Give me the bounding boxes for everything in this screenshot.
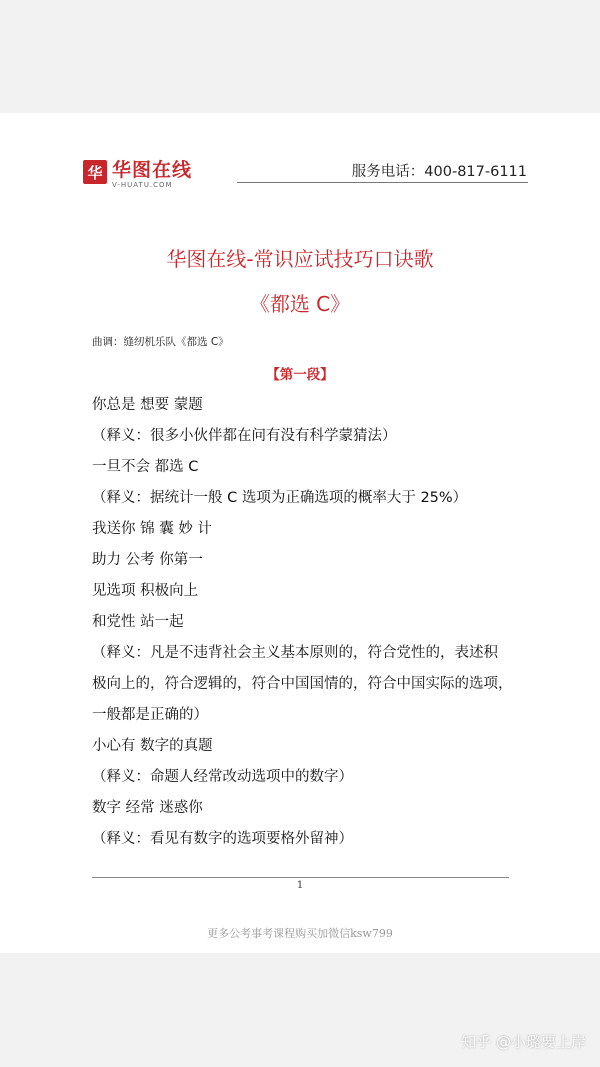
huatu-logo: [83, 160, 192, 190]
tune-note: 曲调：缝纫机乐队《都选 C》: [92, 336, 229, 348]
explanation-line: （释义：命题人经常改动选项中的数字）: [92, 769, 353, 785]
logo-domain: V-HUATU.COM: [112, 181, 173, 189]
lyric-line: 你总是 想要 蒙题: [92, 397, 203, 413]
logo-text: [112, 160, 192, 190]
lyric-line: 和党性 站一起: [92, 614, 184, 630]
document-page: [0, 113, 600, 953]
logo-brand: 华图在线: [112, 159, 193, 181]
lyrics-body: [92, 390, 522, 855]
explanation-line: 极向上的，符合逻辑的，符合中国国情的，符合中国实际的选项，: [92, 676, 513, 692]
lyric-line: 见选项 积极向上: [92, 583, 199, 599]
explanation-line: （释义：很多小伙伴都在问有没有科学蒙猜法）: [92, 428, 397, 444]
document-title: 华图在线-常识应试技巧口诀歌: [166, 247, 434, 271]
page-number: 1: [296, 880, 304, 891]
logo-mark-icon: 华: [83, 160, 107, 184]
lyric-line: 助力 公考 你第一: [92, 552, 203, 568]
lyric-line: 数字 经常 迷惑你: [92, 800, 203, 816]
header-divider: [237, 182, 528, 183]
explanation-line: （释义：看见有数字的选项要格外留神）: [92, 831, 353, 847]
explanation-line: （释义：凡是不违背社会主义基本原则的，符合党性的，表述积: [92, 645, 498, 661]
footer-divider: [92, 877, 509, 878]
lyric-line: 小心有 数字的真题: [92, 738, 213, 754]
explanation-line: 一般都是正确的）: [92, 707, 208, 723]
explanation-line: （释义：据统计一般 C 选项为正确选项的概率大于 25%）: [92, 490, 468, 506]
section-heading: 【第一段】: [266, 367, 334, 383]
lyric-line: 我送你 锦 囊 妙 计: [92, 521, 212, 537]
lyric-line: 一旦不会 都选 C: [92, 459, 199, 475]
promo-text: 更多公考事考课程购买加微信ksw799: [207, 927, 393, 940]
zhihu-watermark: 知乎 @小璐要上岸: [461, 1033, 586, 1051]
document-subtitle: 《都选 C》: [249, 292, 351, 316]
service-hotline: 服务电话：400-817-6111: [351, 164, 527, 180]
